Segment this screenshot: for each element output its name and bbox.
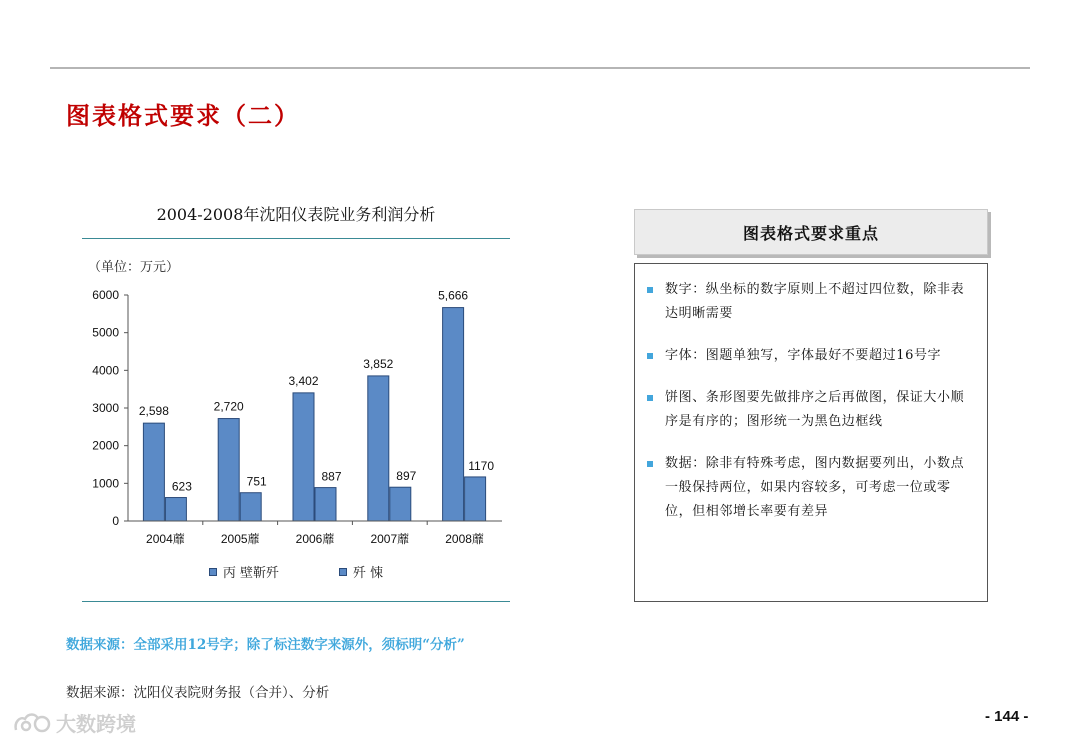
legend-label-1: 丙 壁靳歼 — [222, 566, 279, 581]
side-item-text: 数据：除非有特殊考虑，图内数据要列出，小数点一般保持两位，如果内容较多，可考虑一位或零位，但相邻增长率要有差异 — [665, 456, 965, 519]
side-item-3 — [647, 386, 973, 434]
chart-legend — [82, 562, 510, 581]
side-item-text: 饼图、条形图要先做排序之后再做图，保证大小顺序是有序的；图形统一为黑色边框线 — [665, 390, 965, 429]
data-source: 数据来源：沈阳仪表院财务报（合并）、分析 — [66, 685, 330, 701]
x-tick-label: 2004蘼 — [146, 532, 185, 546]
x-tick-label: 2007蘼 — [370, 532, 410, 546]
side-item-text: 字体：图题单独写，字体最好不要超过16号字 — [665, 348, 942, 363]
bar-series-1 — [218, 419, 239, 521]
y-tick-label: 2000 — [92, 438, 119, 453]
bar-series-2 — [315, 488, 336, 521]
data-label-series-1: 2,720 — [213, 399, 244, 414]
data-label-series-1: 3,852 — [363, 356, 394, 371]
y-tick-label: 6000 — [92, 288, 119, 302]
bar-series-2 — [465, 477, 486, 521]
chart-top-rule — [82, 238, 510, 239]
data-label-series-2: 751 — [246, 474, 267, 489]
y-tick-label: 1000 — [92, 476, 119, 491]
bar-chart — [82, 280, 510, 558]
watermark-logo-icon — [12, 710, 52, 736]
chart-bottom-rule — [82, 601, 510, 602]
bullet-icon — [647, 461, 653, 467]
side-item-2 — [647, 344, 973, 368]
y-tick-label: 3000 — [92, 401, 119, 415]
bar-series-1 — [293, 393, 314, 521]
page-number: - 144 - — [985, 708, 1029, 725]
data-label-series-1: 2,598 — [138, 404, 169, 419]
x-tick-label: 2008蘼 — [445, 532, 484, 546]
bar-series-2 — [165, 498, 186, 521]
y-tick-label: 0 — [112, 514, 119, 528]
chart-unit-label: （单位：万元） — [88, 260, 180, 275]
bar-series-2 — [240, 493, 261, 521]
legend-item-series-2 — [339, 562, 383, 581]
side-item-text: 数字：纵坐标的数字原则上不超过四位数，除非表达明晰需要 — [665, 282, 965, 321]
y-tick-label: 4000 — [92, 363, 119, 378]
bullet-icon — [647, 287, 653, 293]
data-label-series-2: 1170 — [468, 458, 495, 473]
page-title: 图表格式要求（二） — [66, 101, 300, 130]
data-label-series-1: 3,402 — [288, 373, 319, 388]
top-divider — [50, 67, 1030, 69]
font-size-note: 数据来源：全部采用12号字；除了标注数字来源外，须标明“分析” — [66, 637, 465, 653]
data-label-series-1: 5,666 — [438, 288, 469, 303]
x-tick-label: 2006蘼 — [295, 532, 335, 546]
watermark-text: 大数跨境 — [56, 712, 136, 736]
legend-item-series-1 — [209, 562, 279, 581]
bar-series-1 — [368, 376, 389, 521]
legend-swatch-2 — [339, 568, 347, 576]
y-tick-label: 5000 — [92, 325, 119, 340]
x-axis — [128, 521, 502, 546]
data-label-series-2: 887 — [321, 469, 342, 484]
data-labels — [139, 289, 494, 494]
bullet-icon — [647, 395, 653, 401]
watermark — [12, 708, 136, 737]
bar-series-1 — [143, 423, 164, 521]
bullet-icon — [647, 353, 653, 359]
y-axis — [92, 288, 128, 528]
side-panel — [634, 263, 988, 602]
bars — [143, 308, 485, 521]
legend-swatch-1 — [209, 568, 217, 576]
legend-label-2: 歼 悚 — [353, 566, 384, 581]
bar-series-1 — [443, 308, 464, 521]
side-panel-header: 图表格式要求重点 — [634, 209, 988, 255]
bar-series-2 — [390, 487, 411, 521]
side-item-4 — [647, 452, 973, 524]
chart-title: 2004-2008年沈阳仪表院业务利润分析 — [156, 205, 436, 224]
x-tick-label: 2005蘼 — [220, 532, 260, 546]
data-label-series-2: 897 — [396, 469, 417, 484]
data-label-series-2: 623 — [171, 479, 192, 494]
side-item-1 — [647, 278, 973, 326]
